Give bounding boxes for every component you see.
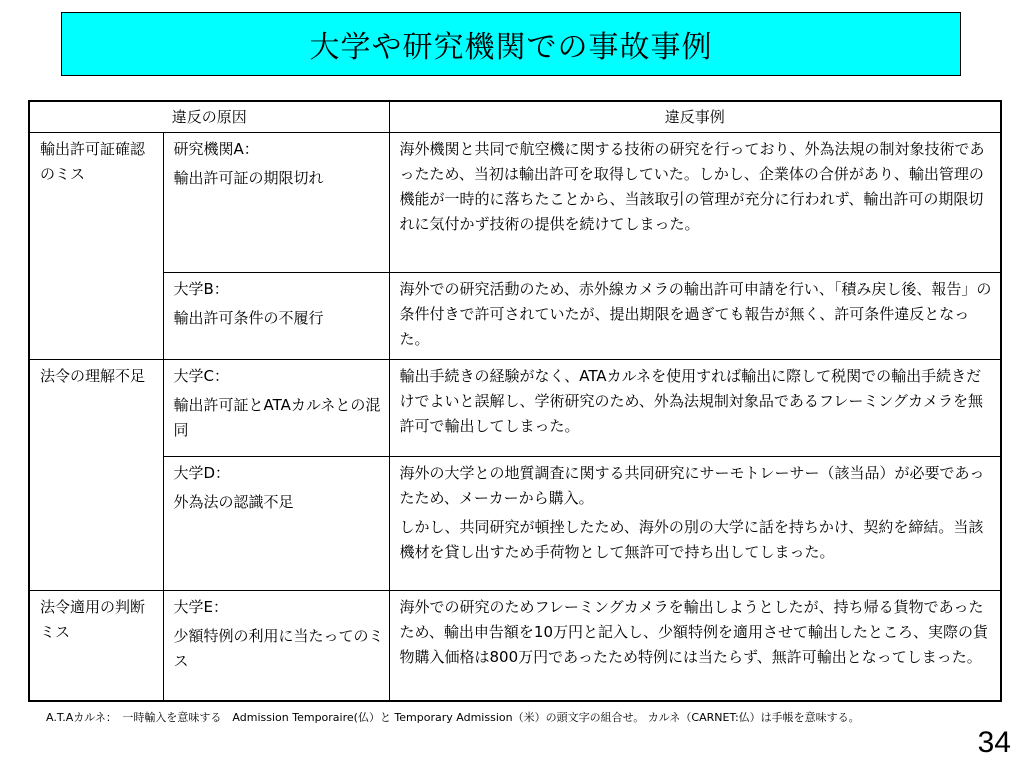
example-cell <box>389 360 1001 457</box>
party-cell <box>163 591 389 702</box>
party-issue: 外為法の認識不足 <box>173 493 294 511</box>
example-text: 海外機関と共同で航空機に関する技術の研究を行っており、外為法規の制対象技術であったため、当初は輸出許可を取得していた。しかし、企業体の合併があり、輸出管理の機能が一時的に落ちたことから、当該取引の管理が充分に行われず、輸出許可の期限切れに気付かず技術の提供を続けてしまった。 <box>399 140 985 233</box>
party-name: 大学E： <box>173 598 228 616</box>
party-name: 大学B： <box>173 280 229 298</box>
page-number: 34 <box>977 726 1011 759</box>
cause-cell: 法令の理解不足 <box>29 360 163 591</box>
party-issue: 輸出許可証の期限切れ <box>173 169 324 187</box>
party-name: 大学C： <box>173 367 229 385</box>
party-cell <box>163 133 389 273</box>
example-text: 海外の大学との地質調査に関する共同研究にサーモトレーサー（該当品）が必要であったため、メーカーから購入。 <box>399 464 985 507</box>
incident-table <box>28 100 1002 702</box>
example-cell <box>389 457 1001 591</box>
table-row <box>29 591 1001 702</box>
table-row <box>29 360 1001 457</box>
slide-title: 大学や研究機関での事故事例 <box>61 12 961 76</box>
party-cell <box>163 360 389 457</box>
party-issue: 輸出許可条件の不履行 <box>173 309 324 327</box>
footnote: A.T.Aカルネ： 一時輸入を意味する Admission Temporaire(仏）と Temporary Admission（米）の頭文字の組合せ。 カルネ（CARNET:仏）は手帳を意味する。 <box>46 711 860 724</box>
party-cell <box>163 273 389 360</box>
cause-cell: 法令適用の判断ミス <box>29 591 163 702</box>
header-cause: 違反の原因 <box>29 101 389 133</box>
table-row <box>29 273 1001 360</box>
table-row <box>29 457 1001 591</box>
party-issue: 輸出許可証とATAカルネとの混同 <box>173 396 381 439</box>
party-name: 大学D： <box>173 464 231 482</box>
party-issue: 少額特例の利用に当たってのミス <box>173 627 384 670</box>
header-example: 違反事例 <box>389 101 1001 133</box>
party-cell <box>163 457 389 591</box>
cause-cell: 輸出許可証確認のミス <box>29 133 163 360</box>
example-text: 海外での研究活動のため、赤外線カメラの輸出許可申請を行い、「積み戻し後、報告」の条件付きで許可されていたが、提出期限を過ぎても報告が無く、許可条件違反となった。 <box>399 280 992 348</box>
party-name: 研究機関A： <box>173 140 259 158</box>
example-cell <box>389 591 1001 702</box>
example-cell <box>389 273 1001 360</box>
table-row <box>29 133 1001 273</box>
example-text: 海外での研究のためフレーミングカメラを輸出しようとしたが、持ち帰る貨物であったため、輸出申告額を10万円と記入し、少額特例を適用させて輸出したところ、実際の貨物購入価格は800万円であったため特例には当たらず、無許可輸出となってしまった。 <box>399 598 989 666</box>
example-cell <box>389 133 1001 273</box>
table-header-row <box>29 101 1001 133</box>
example-text: 輸出手続きの経験がなく、ATAカルネを使用すれば輸出に際して税関での輸出手続きだけでよいと誤解し、学術研究のため、外為法規制対象品であるフレーミングカメラを無許可で輸出してしまった。 <box>399 367 984 435</box>
example-text: しかし、共同研究が頓挫したため、海外の別の大学に話を持ちかけ、契約を締結。当該機材を貸し出すため手荷物として無許可で持ち出してしまった。 <box>399 518 984 561</box>
